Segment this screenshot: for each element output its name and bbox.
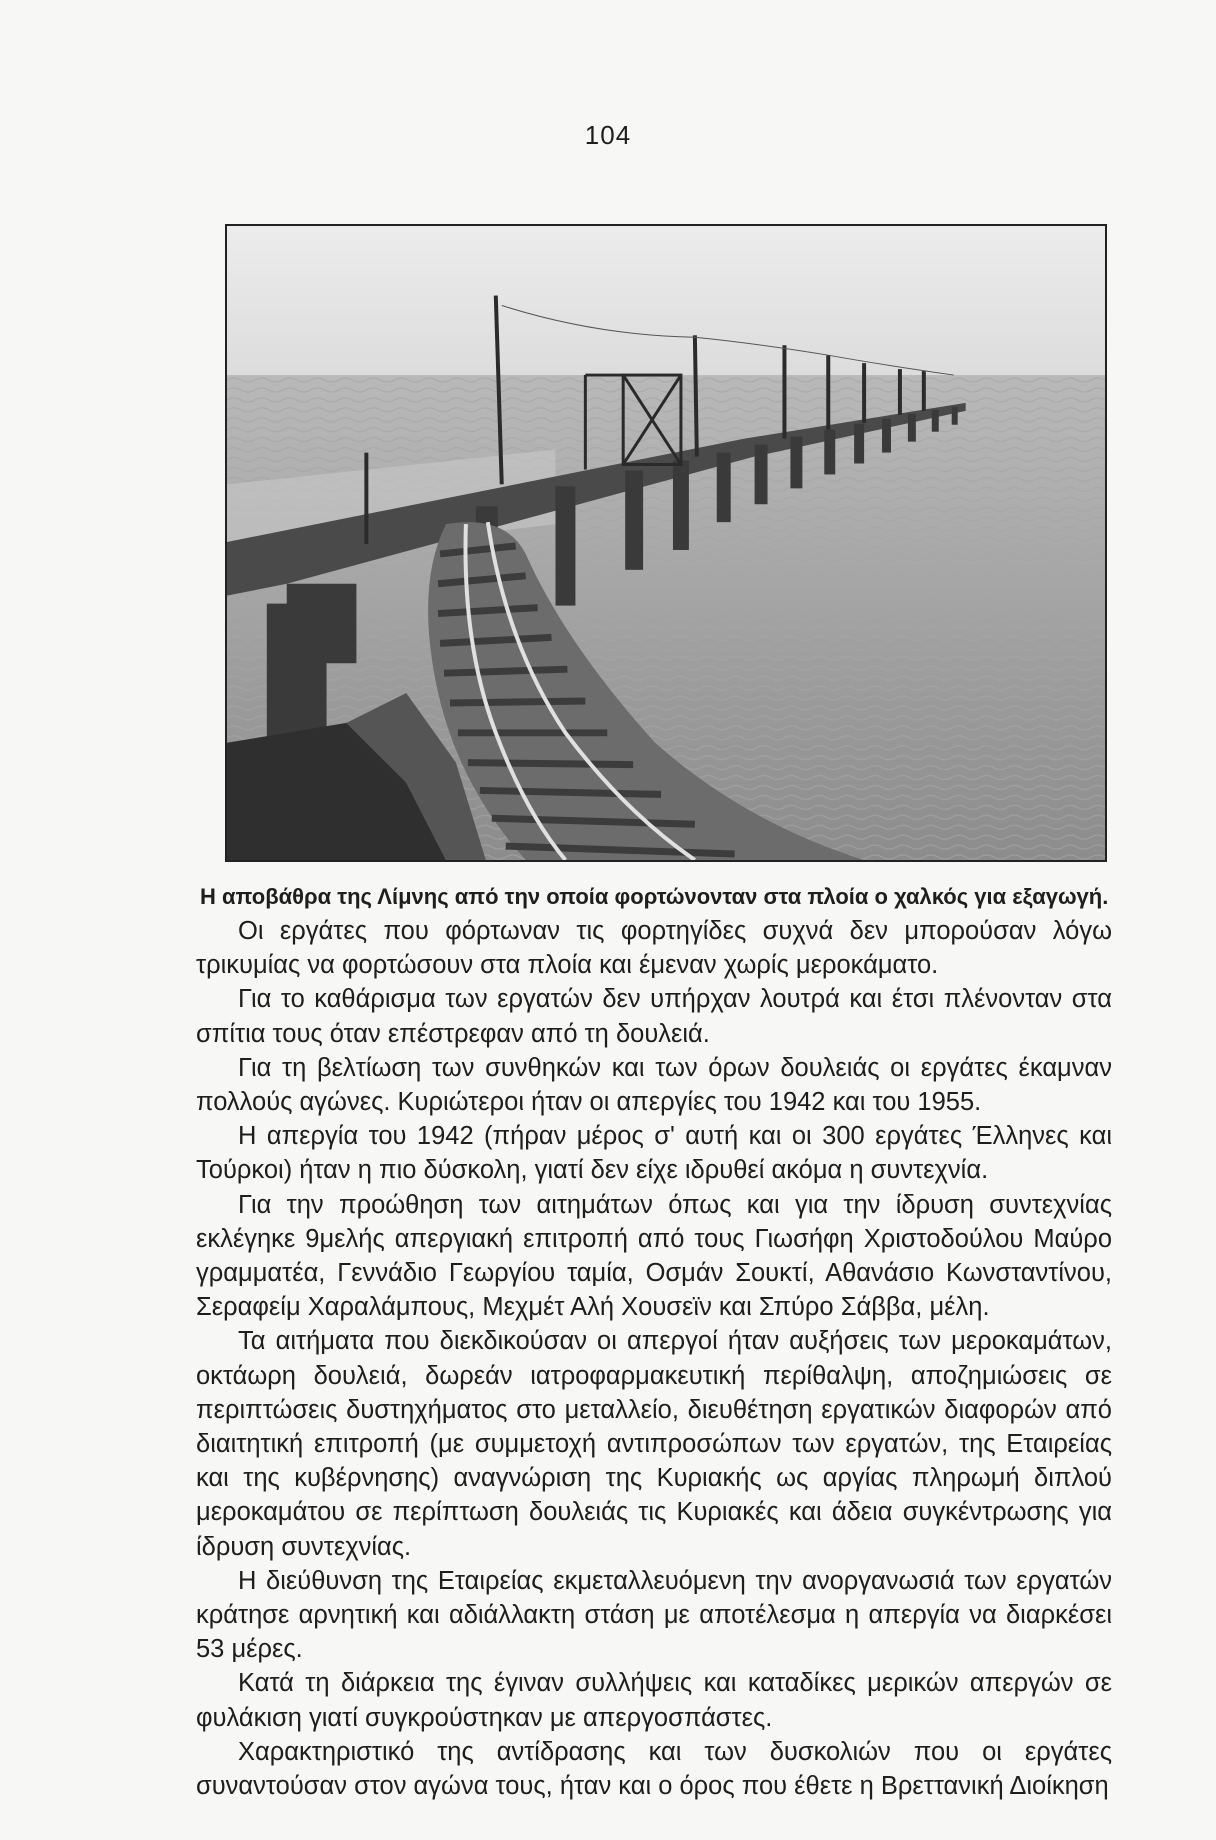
- paragraph: Κατά τη διάρκεια της έγιναν συλλήψεις και καταδίκες μερικών απεργών σε φυλάκιση γιατί συγκρούστηκαν με απεργοσπάστες.: [196, 1669, 1112, 1732]
- paragraph: Η διεύθυνση της Εταιρείας εκμεταλλευόμενη την ανοργανωσιά των εργατών κράτησε αρνητική και αδιάλλακτη στάση με αποτέλεσμα η απεργία να διαρκέσει 53 μέρες.: [196, 1566, 1112, 1664]
- pier-photograph: [225, 224, 1107, 862]
- pier-photo-illustration: [227, 226, 1105, 860]
- paragraph: Για την προώθηση των αιτημάτων όπως και για την ίδρυση συντεχνίας εκλέγηκε 9μελής απεργιακή επιτροπή από τους Γιωσήφη Χριστοδούλου Μαύρο γραμματέα, Γεννάδιο Γεωργίου ταμία, Οσμάν Σουκτί, Αθανάσιο Κωνσταντίνου, Σεραφείμ Χαραλάμπους, Μεχμέτ Αλή Χουσεϊν και Σπύρο Σάββα, μέλη.: [196, 1190, 1112, 1322]
- photo-caption: Η αποβάθρα της Λίμνης από την οποία φορτώνονταν στα πλοία ο χαλκός για εξαγωγή.: [200, 884, 1109, 909]
- paragraph: Για τη βελτίωση των συνθηκών και των όρων δουλειάς οι εργάτες έκαμναν πολλούς αγώνες. Κυριώτεροι ήταν οι απεργίες του 1942 και του 1955.: [196, 1053, 1112, 1117]
- body-text: [196, 914, 1112, 1803]
- paragraph: Η απεργία του 1942 (πήραν μέρος σ' αυτή και οι 300 εργάτες Έλληνες και Τούρκοι) ήταν η πιο δύσκολη, γιατί δεν είχε ιδρυθεί ακόμα η συντεχνία.: [196, 1122, 1112, 1185]
- paragraph: Χαρακτηριστικό της αντίδρασης και των δυσκολιών που οι εργάτες συναντούσαν στον αγώνα τους, ήταν και ο όρος που έθετε η Βρεττανική Διοίκηση: [196, 1737, 1112, 1801]
- paragraph: Για το καθάρισμα των εργατών δεν υπήρχαν λουτρά και έτσι πλένονταν στα σπίτια τους όταν επέστρεφαν από τη δουλειά.: [196, 985, 1112, 1048]
- paragraph: Τα αιτήματα που διεκδικούσαν οι απεργοί ήταν αυξήσεις των μεροκαμάτων, οκτάωρη δουλειά, δωρεάν ιατροφαρμακευτική περίθαλψη, αποζημιώσεις σε περιπτώσεις δυστηχήματος στο μεταλλείο, διευθέτηση εργατικών διαφορών από διαιτητική επιτροπή (με συμμετοχή αντιπροσώπων των εργατών, της Εταιρείας και της κυβέρνησης) αναγνώριση της Κυριακής ως αργίας πληρωμή διπλού μεροκαμάτου σε περίπτωση δουλειάς τις Κυριακές και άδεια συγκέντρωσης για ίδρυση συντεχνίας.: [196, 1327, 1112, 1561]
- paragraph: Οι εργάτες που φόρτωναν τις φορτηγίδες συχνά δεν μπορούσαν λόγω τρικυμίας να φορτώσουν στα πλοία και έμεναν χωρίς μεροκάματο.: [196, 917, 1112, 980]
- page-number: 104: [584, 120, 632, 150]
